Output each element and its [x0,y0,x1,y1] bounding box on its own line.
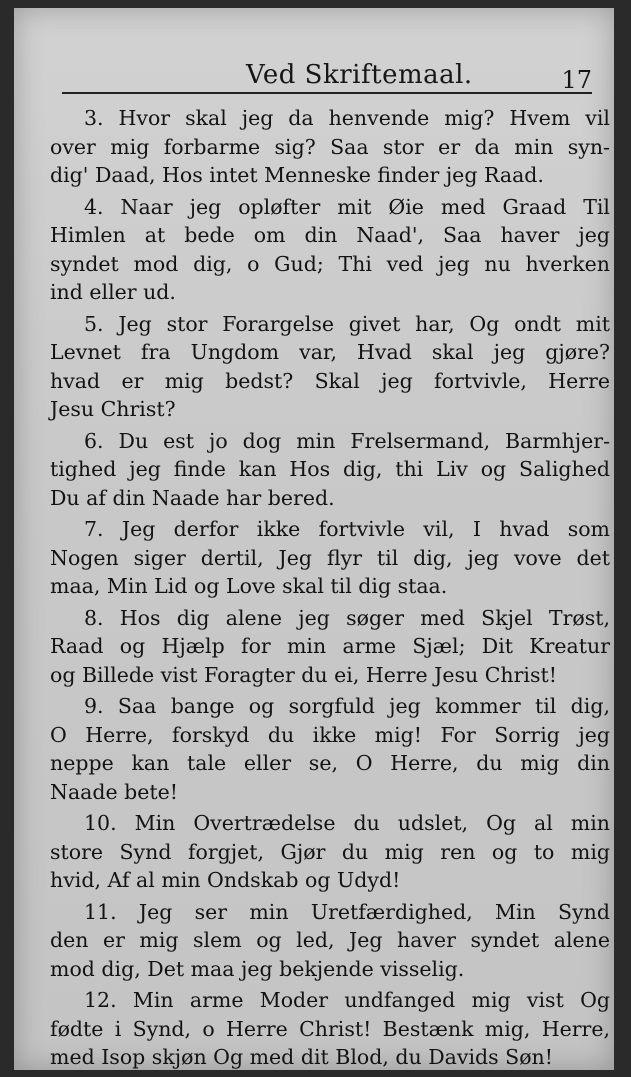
verse-line: neppe kan tale eller se, O Herre, du mig din [50,751,610,775]
verse-11 [50,898,610,984]
verse-line: 6. Du est jo dog min Frelsermand, Barmhjer- [84,428,610,453]
verse-line: hvid, Af al min Ondskab og Udyd! [50,868,401,892]
verse-line: mod dig, Det maa jeg bekjende visselig. [50,956,465,981]
verse-line: Naade bete! [50,779,179,804]
verse-line: den er mig slem og led, Jeg haver syndet alene [50,928,610,952]
verse-line: 4. Naar jeg opløfter mit Øie med Graad Til [84,194,610,219]
verse-4 [50,193,610,307]
verse-line: Levnet fra Ungdom var, Hvad skal jeg gjøre? [50,340,610,364]
book-page [14,8,614,1070]
verse-line: Nogen siger dertil, Jeg flyr til dig, jeg vove det [50,545,610,570]
verse-line: O Herre, forskyd du ikke mig! For Sorrig jeg [50,722,610,747]
verse-line: 5. Jeg stor Forargelse givet har, Og ondt mit [84,311,610,336]
verse-10 [50,809,610,895]
page-number: 17 [561,66,592,94]
verse-5 [50,310,610,424]
verse-line: syndet mod dig, o Gud; Thi ved jeg nu hverken [50,251,610,276]
verse-line: 3. Hvor skal jeg da henvende mig? Hvem vil [84,106,610,130]
verse-line: store Synd forgjet, Gjør du mig ren og to mig [50,839,610,864]
verse-line: 10. Min Overtrædelse du udslet, Og al min [84,811,610,835]
verse-line: 11. Jeg ser min Uretfærdighed, Min Synd [84,899,610,924]
verse-8 [50,604,610,690]
verse-line: over mig forbarme sig? Saa stor er da min syn- [50,134,610,159]
header-rule [62,92,592,94]
running-title: Ved Skriftemaal. [246,60,473,90]
hymn-text [50,104,610,1075]
verse-line: maa, Min Lid og Love skal til dig staa. [50,574,448,598]
verse-9 [50,692,610,806]
page-header [62,60,602,100]
verse-line: Jesu Christ? [50,397,176,421]
verse-line: med Isop skjøn Og med dit Blod, du Davids Søn! [50,1045,554,1069]
verse-line: ind eller ud. [50,280,176,304]
verse-line: tighed jeg finde kan Hos dig, thi Liv og Salighed [50,457,610,481]
verse-line: hvad er mig bedst? Skal jeg fortvivle, Herre [50,368,610,393]
verse-line: Himlen at bede om din Naad', Saa haver jeg [50,223,610,247]
verse-7 [50,515,610,601]
verse-6 [50,427,610,513]
verse-line: 8. Hos dig alene jeg søger med Skjel Trøst, [84,605,610,630]
verse-line: dig' Daad, Hos intet Menneske finder jeg Raad. [50,163,544,187]
verse-12 [50,986,610,1072]
verse-line: 7. Jeg derfor ikke fortvivle vil, I hvad som [84,517,610,541]
verse-line: 12. Min arme Moder undfanged mig vist Og [84,988,610,1012]
verse-3 [50,104,610,190]
verse-line: Raad og Hjælp for min arme Sjæl; Dit Kreatur [50,634,610,658]
verse-line: og Billede vist Foragter du ei, Herre Jesu Christ! [50,662,557,687]
verse-line: Du af din Naade har bered. [50,485,335,510]
verse-line: fødte i Synd, o Herre Christ! Bestænk mig, Herre, [50,1016,610,1041]
verse-line: 9. Saa bange og sorgfuld jeg kommer til dig, [84,694,610,718]
